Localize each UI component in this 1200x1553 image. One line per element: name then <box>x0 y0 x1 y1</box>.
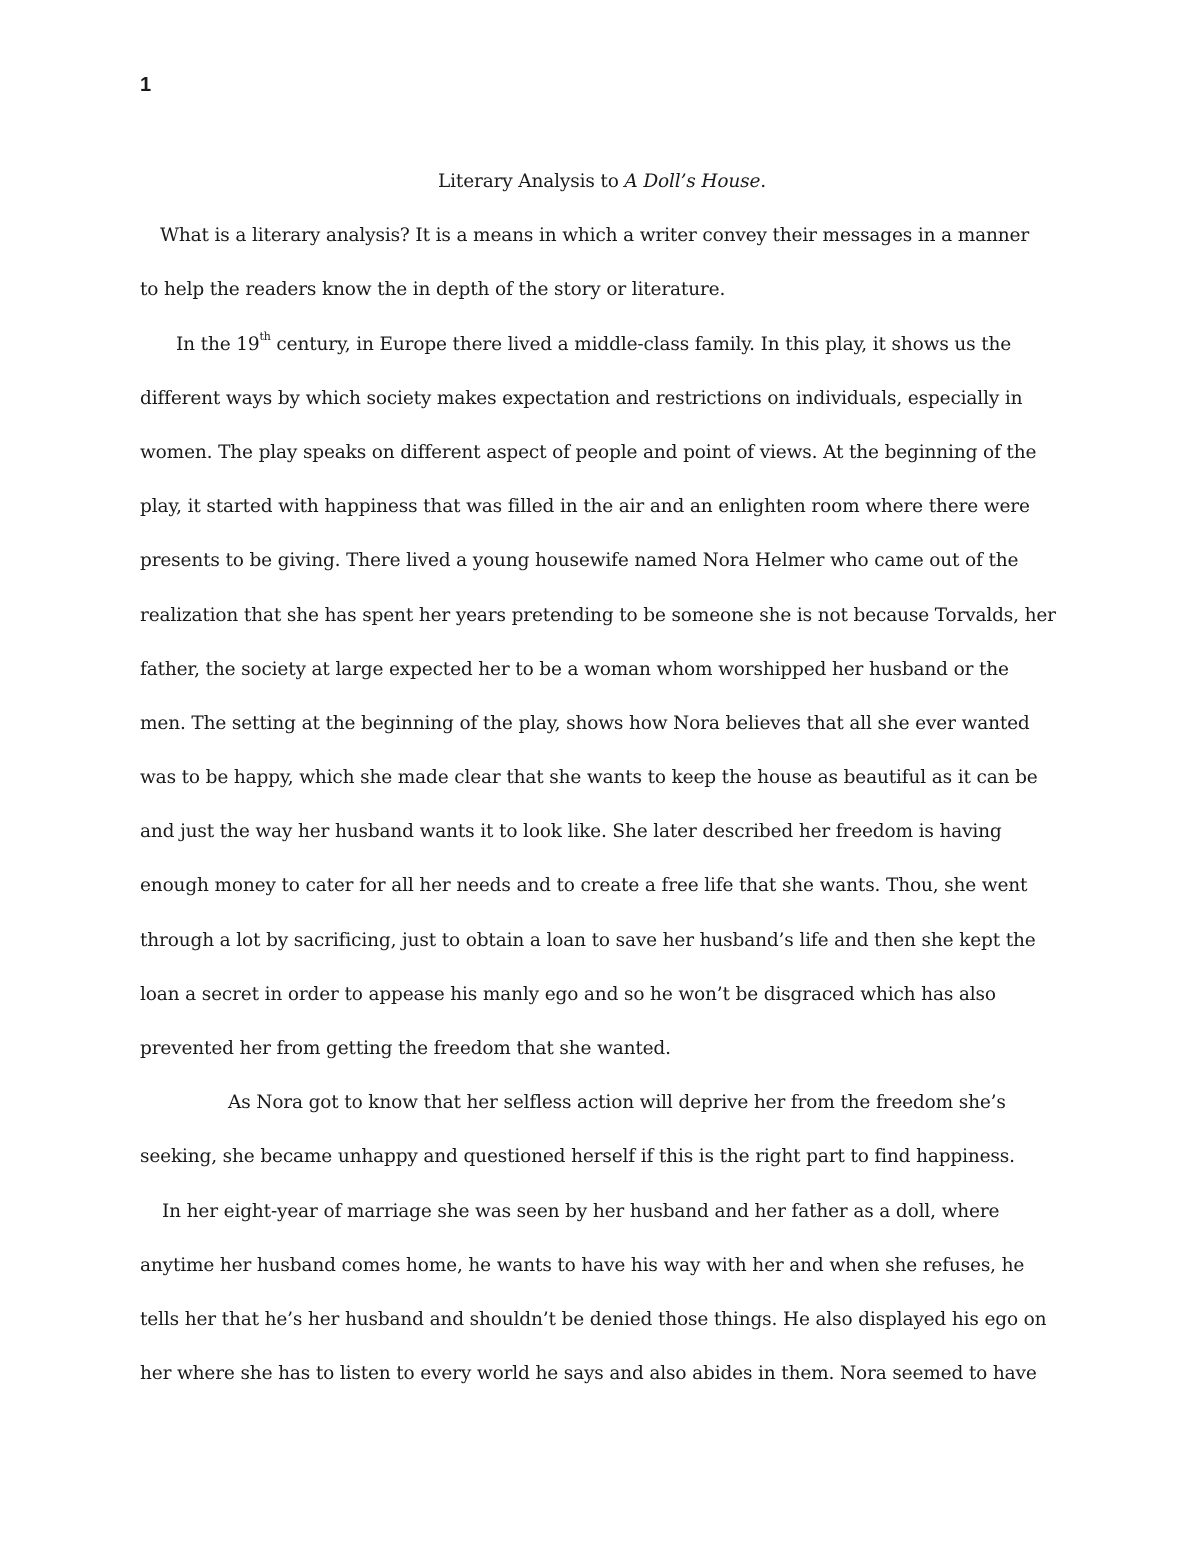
title-italic: A Doll’s House <box>624 171 761 192</box>
page-number: 1 <box>140 74 152 96</box>
text-line: to help the readers know the in depth of the story or literature. <box>140 279 726 301</box>
paragraph-lines <box>140 209 1064 1401</box>
text-line: and just the way her husband wants it to look like. She later described her freedom is having <box>140 821 1002 843</box>
title-suffix: . <box>760 171 766 192</box>
text-line <box>140 318 1064 372</box>
superscript: th <box>259 330 271 344</box>
text-line: anytime her husband comes home, he wants to have his way with her and when she refuses, he <box>140 1254 1025 1276</box>
text-line: through a lot by sacrificing, just to obtain a loan to save her husband’s life and then she kept the <box>140 929 1036 951</box>
text-line: enough money to cater for all her needs and to create a free life that she wants. Thou, she went <box>140 875 1028 897</box>
text-line: father, the society at large expected her to be a woman whom worshipped her husband or the <box>140 658 1009 680</box>
title-prefix: Literary Analysis to <box>438 171 625 192</box>
text-line-part: In the 19 <box>176 333 260 355</box>
text-line: was to be happy, which she made clear that she wants to keep the house as beautiful as it can be <box>140 767 1038 789</box>
text-line: tells her that he’s her husband and shouldn’t be denied those things. He also displayed his ego on <box>140 1308 1047 1330</box>
text-line: her where she has to listen to every world he says and also abides in them. Nora seemed to have <box>140 1363 1037 1385</box>
text-line: presents to be giving. There lived a young housewife named Nora Helmer who came out of the <box>140 550 1019 572</box>
document-title <box>140 155 1064 209</box>
text-line: play, it started with happiness that was filled in the air and an enlighten room where there were <box>140 496 1030 518</box>
text-line: different ways by which society makes expectation and restrictions on individuals, especially in <box>140 387 1023 409</box>
text-line: In her eight-year of marriage she was seen by her husband and her father as a doll, where <box>162 1200 1000 1222</box>
text-line: seeking, she became unhappy and questioned herself if this is the right part to find happiness. <box>140 1146 1015 1168</box>
text-line: loan a secret in order to appease his manly ego and so he won’t be disgraced which has also <box>140 983 996 1005</box>
text-line: men. The setting at the beginning of the play, shows how Nora believes that all she ever wanted <box>140 712 1030 734</box>
text-line: realization that she has spent her years pretending to be someone she is not because Torvalds, her <box>140 604 1056 626</box>
text-line: women. The play speaks on different aspect of people and point of views. At the beginning of the <box>140 441 1037 463</box>
text-line: prevented her from getting the freedom that she wanted. <box>140 1038 671 1059</box>
text-line-part: century, in Europe there lived a middle-class family. In this play, it shows us the <box>270 333 1012 355</box>
text-line: What is a literary analysis? It is a means in which a writer convey their messages in a manner <box>160 225 1030 247</box>
document-body <box>140 155 1064 1401</box>
text-line: As Nora got to know that her selfless action will deprive her from the freedom she’s <box>228 1092 1006 1114</box>
